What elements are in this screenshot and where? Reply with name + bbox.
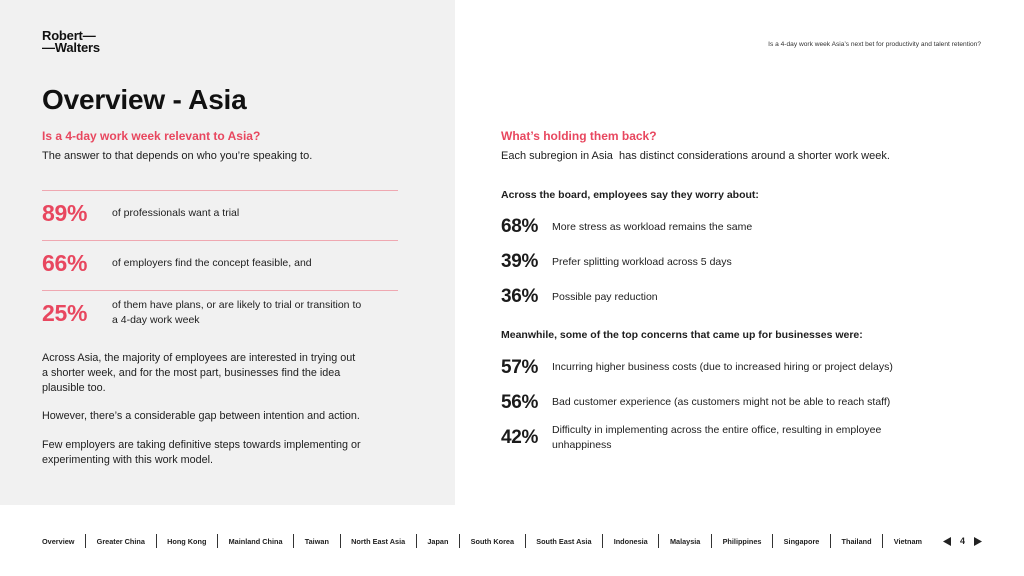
concern-description-line: More stress as workload remains the same — [552, 220, 753, 233]
concern-description-line: Bad customer experience (as customers might not be able to reach staff) — [552, 396, 891, 408]
left-subheading: The answer to that depends on who you’re speaking to. — [42, 150, 313, 162]
nav-link-malaysia[interactable]: Malaysia — [669, 536, 701, 546]
stat-description-line: of professionals want a trial — [112, 206, 240, 219]
nav-separator — [293, 534, 294, 548]
nav-link-north-east-asia[interactable]: North East Asia — [351, 536, 406, 546]
triangle-left-icon — [943, 537, 951, 546]
concern-row — [501, 350, 961, 385]
nav-separator — [85, 534, 86, 548]
next-page-button[interactable] — [974, 537, 982, 546]
business-concerns-intro: Meanwhile, some of the top concerns that came up for businesses were: — [501, 329, 863, 341]
stat-description — [112, 298, 361, 328]
nav-separator — [772, 534, 773, 548]
right-heading: What’s holding them back? — [501, 129, 657, 143]
nav-separator — [882, 534, 883, 548]
logo-line-2: —Walters — [42, 40, 100, 55]
stat-description-line: of employers find the concept feasible, and — [112, 256, 312, 269]
business-concerns-list — [501, 350, 961, 455]
stat-row — [42, 190, 398, 240]
stat-value: 89% — [42, 200, 88, 226]
employee-concerns-list — [501, 210, 961, 315]
nav-link-hong-kong[interactable]: Hong Kong — [167, 536, 207, 546]
robert-walters-logo — [42, 30, 100, 54]
prev-page-button[interactable] — [943, 537, 951, 546]
page-title: Overview - Asia — [42, 84, 247, 115]
concern-description-line: Incurring higher business costs (due to increased hiring or project delays) — [552, 361, 893, 373]
nav-link-taiwan[interactable]: Taiwan — [304, 536, 329, 546]
nav-link-mainland-china[interactable]: Mainland China — [228, 536, 283, 546]
concern-row — [501, 420, 961, 455]
nav-link-greater-china[interactable]: Greater China — [96, 536, 145, 546]
nav-link-overview[interactable]: Overview — [42, 536, 75, 546]
paragraph-line: a shorter week, and for the most part, businesses find the idea — [42, 367, 341, 379]
employee-concerns-intro: Across the board, employees say they worry about: — [501, 189, 759, 201]
concern-row — [501, 385, 961, 420]
nav-link-south-east-asia[interactable]: South East Asia — [536, 536, 592, 546]
logo-line-1: Robert— — [42, 28, 96, 43]
concern-value: 57% — [501, 356, 539, 378]
left-heading: Is a 4-day work week relevant to Asia? — [42, 129, 261, 143]
page-pager — [943, 533, 982, 549]
nav-link-indonesia[interactable]: Indonesia — [613, 536, 648, 546]
concern-description — [552, 220, 752, 235]
nav-separator — [340, 534, 341, 548]
footer-region-nav — [42, 533, 922, 549]
concern-value: 68% — [501, 216, 539, 237]
concern-description — [552, 290, 658, 305]
left-paragraph — [42, 438, 361, 468]
nav-separator — [711, 534, 712, 548]
concern-value: 42% — [501, 426, 539, 448]
triangle-right-icon — [974, 537, 982, 546]
concern-description-line: unhappiness — [552, 438, 612, 451]
concern-row — [501, 245, 961, 280]
paragraph-line: plausible too. — [42, 382, 106, 394]
left-paragraph — [42, 409, 360, 424]
nav-link-thailand[interactable]: Thailand — [841, 536, 872, 546]
stat-description-line: of them have plans, or are likely to trial or transition to — [112, 299, 362, 311]
nav-link-vietnam[interactable]: Vietnam — [893, 536, 922, 546]
concern-description — [552, 255, 732, 270]
stat-description-line: a 4-day work week — [112, 314, 200, 326]
concern-description — [552, 360, 893, 375]
concern-description-line: Prefer splitting workload across 5 days — [552, 255, 732, 268]
stat-row — [42, 290, 398, 340]
stat-value: 25% — [42, 300, 88, 326]
concern-value: 36% — [501, 286, 539, 307]
right-subheading: Each subregion in Asia has distinct considerations around a shorter work week. — [501, 150, 890, 162]
nav-separator — [459, 534, 460, 548]
concern-description — [552, 395, 890, 410]
stat-value: 66% — [42, 250, 88, 276]
nav-link-japan[interactable]: Japan — [427, 536, 449, 546]
header-tagline: Is a 4-day work week Asia’s next bet for productivity and talent retention? — [768, 41, 981, 48]
nav-link-philippines[interactable]: Philippines — [722, 536, 762, 546]
left-paragraph — [42, 351, 355, 396]
paragraph-line: Few employers are taking definitive steps towards implementing or — [42, 439, 361, 451]
concern-description — [552, 423, 881, 453]
nav-separator — [525, 534, 526, 548]
stat-description — [112, 256, 312, 271]
paragraph-line: experimenting with this work model. — [42, 454, 214, 466]
nav-separator — [658, 534, 659, 548]
concern-row — [501, 280, 961, 315]
concern-value: 39% — [501, 251, 539, 272]
left-stats-list — [42, 190, 398, 340]
concern-value: 56% — [501, 391, 539, 413]
paragraph-line: Across Asia, the majority of employees are interested in trying out — [42, 352, 356, 364]
nav-separator — [156, 534, 157, 548]
nav-link-singapore[interactable]: Singapore — [783, 536, 820, 546]
page-number: 4 — [960, 536, 966, 546]
stat-description — [112, 206, 239, 221]
nav-separator — [830, 534, 831, 548]
nav-separator — [217, 534, 218, 548]
stat-row — [42, 240, 398, 290]
nav-link-south-korea[interactable]: South Korea — [470, 536, 515, 546]
paragraph-line: However, there’s a considerable gap between intention and action. — [42, 410, 360, 422]
nav-separator — [602, 534, 603, 548]
concern-row — [501, 210, 961, 245]
concern-description-line: Difficulty in implementing across the entire office, resulting in employee — [552, 423, 882, 436]
concern-description-line: Possible pay reduction — [552, 290, 658, 303]
nav-separator — [416, 534, 417, 548]
